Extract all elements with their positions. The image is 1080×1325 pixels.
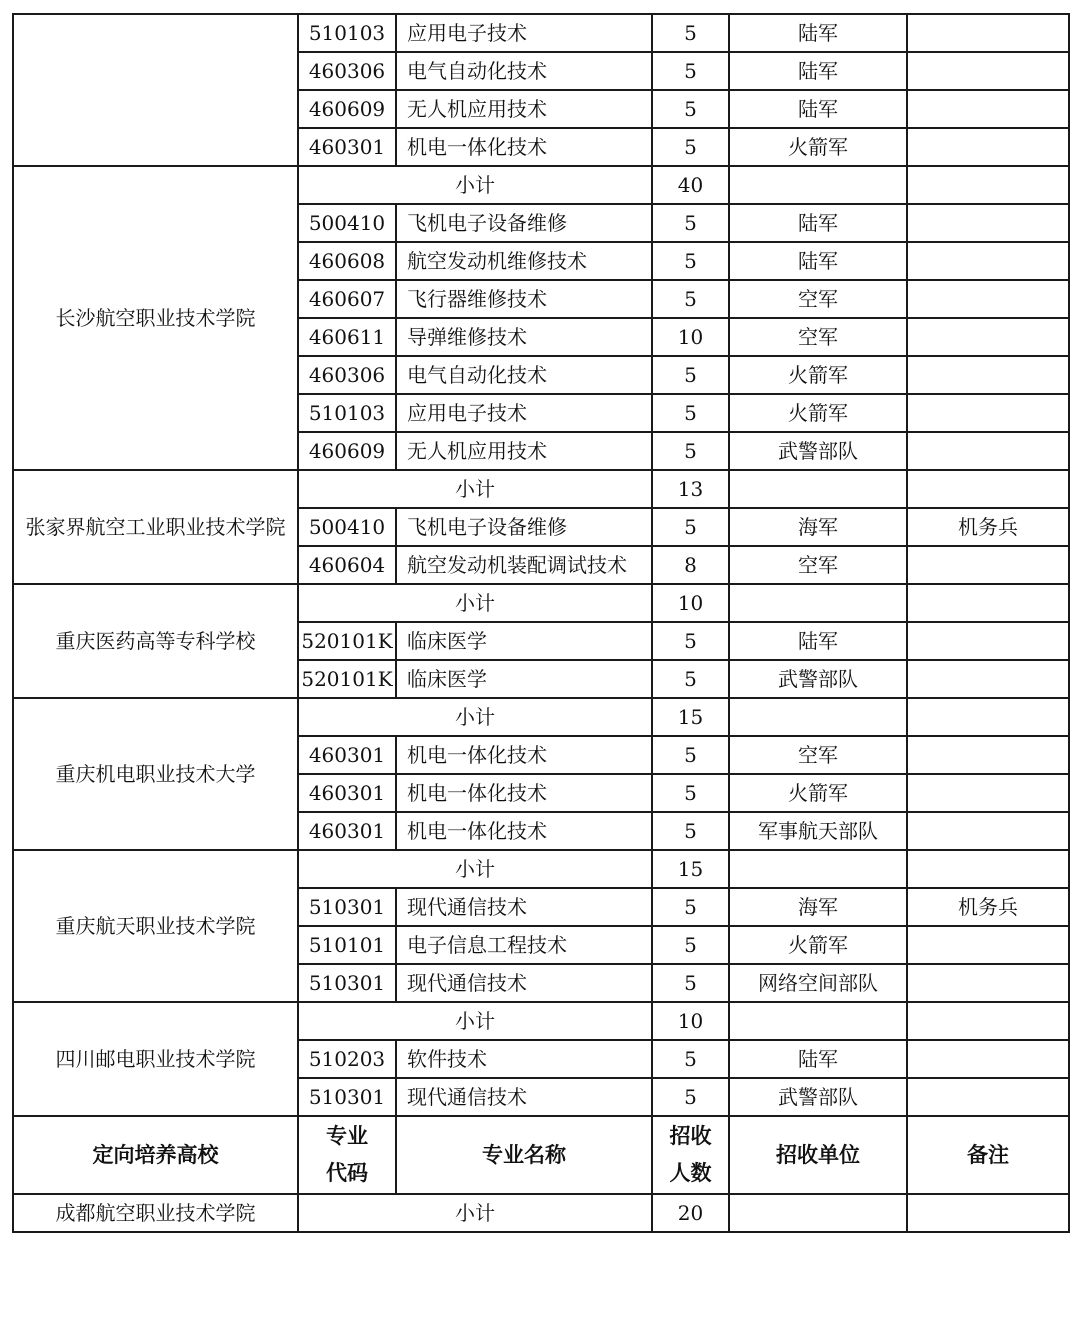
subtotal-row — [13, 470, 1069, 508]
subtotal-count: 40 — [652, 166, 729, 204]
enroll-count: 5 — [652, 128, 729, 166]
header-code — [298, 1116, 396, 1194]
major-code: 460604 — [298, 546, 396, 584]
recruit-unit: 网络空间部队 — [729, 964, 907, 1002]
subtotal-row — [13, 584, 1069, 622]
enroll-count: 5 — [652, 204, 729, 242]
subtotal-label: 小计 — [298, 850, 652, 888]
subtotal-row — [13, 166, 1069, 204]
subtotal-count: 15 — [652, 850, 729, 888]
enroll-count: 5 — [652, 660, 729, 698]
remark — [907, 736, 1069, 774]
subtotal-count: 13 — [652, 470, 729, 508]
empty-cell — [729, 1194, 907, 1232]
header-code-line1: 专业 — [326, 1123, 368, 1149]
remark — [907, 1078, 1069, 1116]
recruit-unit: 火箭军 — [729, 128, 907, 166]
remark — [907, 128, 1069, 166]
subtotal-row — [13, 1194, 1069, 1232]
recruit-unit: 陆军 — [729, 204, 907, 242]
school-cell: 长沙航空职业技术学院 — [13, 166, 298, 470]
enroll-count: 5 — [652, 736, 729, 774]
recruit-unit: 军事航天部队 — [729, 812, 907, 850]
major-name: 无人机应用技术 — [396, 432, 652, 470]
major-code: 510103 — [298, 394, 396, 432]
major-name: 机电一体化技术 — [396, 736, 652, 774]
subtotal-count: 15 — [652, 698, 729, 736]
enroll-count: 5 — [652, 394, 729, 432]
major-name: 航空发动机维修技术 — [396, 242, 652, 280]
recruit-unit: 武警部队 — [729, 432, 907, 470]
subtotal-count: 10 — [652, 1002, 729, 1040]
major-code: 520101K — [298, 622, 396, 660]
major-name: 无人机应用技术 — [396, 90, 652, 128]
header-unit: 招收单位 — [729, 1116, 907, 1194]
remark — [907, 546, 1069, 584]
enroll-count: 5 — [652, 926, 729, 964]
remark — [907, 926, 1069, 964]
subtotal-count: 10 — [652, 584, 729, 622]
enroll-count: 5 — [652, 1040, 729, 1078]
recruit-unit: 陆军 — [729, 242, 907, 280]
empty-cell — [907, 850, 1069, 888]
remark: 机务兵 — [907, 888, 1069, 926]
table-header-row — [13, 1116, 1069, 1194]
subtotal-label: 小计 — [298, 470, 652, 508]
recruit-unit: 火箭军 — [729, 394, 907, 432]
major-name: 临床医学 — [396, 622, 652, 660]
empty-cell — [729, 470, 907, 508]
recruit-unit: 陆军 — [729, 14, 907, 52]
empty-cell — [729, 166, 907, 204]
major-name: 飞机电子设备维修 — [396, 204, 652, 242]
school-cell: 成都航空职业技术学院 — [13, 1194, 298, 1232]
empty-cell — [729, 1002, 907, 1040]
recruit-unit: 海军 — [729, 508, 907, 546]
major-code: 460301 — [298, 812, 396, 850]
recruit-unit: 海军 — [729, 888, 907, 926]
major-name: 现代通信技术 — [396, 964, 652, 1002]
major-name: 临床医学 — [396, 660, 652, 698]
major-name: 飞机电子设备维修 — [396, 508, 652, 546]
enroll-count: 10 — [652, 318, 729, 356]
recruit-unit: 空军 — [729, 318, 907, 356]
subtotal-label: 小计 — [298, 698, 652, 736]
header-count-line1: 招收 — [669, 1123, 712, 1149]
recruit-unit: 空军 — [729, 280, 907, 318]
remark — [907, 52, 1069, 90]
remark — [907, 432, 1069, 470]
major-name: 软件技术 — [396, 1040, 652, 1078]
remark — [907, 90, 1069, 128]
major-name: 现代通信技术 — [396, 888, 652, 926]
remark: 机务兵 — [907, 508, 1069, 546]
empty-cell — [907, 698, 1069, 736]
enroll-count: 5 — [652, 964, 729, 1002]
major-code: 460301 — [298, 736, 396, 774]
major-code: 510101 — [298, 926, 396, 964]
major-code: 460609 — [298, 432, 396, 470]
major-name: 机电一体化技术 — [396, 128, 652, 166]
remark — [907, 394, 1069, 432]
subtotal-label: 小计 — [298, 166, 652, 204]
enroll-count: 8 — [652, 546, 729, 584]
recruit-unit: 陆军 — [729, 1040, 907, 1078]
subtotal-count: 20 — [652, 1194, 729, 1232]
enroll-count: 5 — [652, 622, 729, 660]
major-code: 510301 — [298, 1078, 396, 1116]
remark — [907, 964, 1069, 1002]
recruitment-table — [12, 13, 1070, 1233]
empty-cell — [907, 470, 1069, 508]
major-name: 机电一体化技术 — [396, 812, 652, 850]
enroll-count: 5 — [652, 432, 729, 470]
enroll-count: 5 — [652, 356, 729, 394]
recruit-unit: 陆军 — [729, 90, 907, 128]
major-code: 460301 — [298, 128, 396, 166]
empty-cell — [729, 850, 907, 888]
enroll-count: 5 — [652, 90, 729, 128]
school-cell: 张家界航空工业职业技术学院 — [13, 470, 298, 584]
enroll-count: 5 — [652, 812, 729, 850]
major-name: 航空发动机装配调试技术 — [396, 546, 652, 584]
major-name: 应用电子技术 — [396, 14, 652, 52]
subtotal-label: 小计 — [298, 1002, 652, 1040]
school-cell — [13, 14, 298, 166]
major-code: 510203 — [298, 1040, 396, 1078]
major-code: 460611 — [298, 318, 396, 356]
subtotal-label: 小计 — [298, 584, 652, 622]
remark — [907, 356, 1069, 394]
enroll-count: 5 — [652, 774, 729, 812]
school-cell: 重庆航天职业技术学院 — [13, 850, 298, 1002]
remark — [907, 812, 1069, 850]
recruit-unit: 火箭军 — [729, 356, 907, 394]
major-code: 460609 — [298, 90, 396, 128]
subtotal-row — [13, 850, 1069, 888]
recruit-unit: 空军 — [729, 736, 907, 774]
header-note: 备注 — [907, 1116, 1069, 1194]
enroll-count: 5 — [652, 888, 729, 926]
table-row — [13, 14, 1069, 52]
recruit-unit: 陆军 — [729, 52, 907, 90]
subtotal-label: 小计 — [298, 1194, 652, 1232]
remark — [907, 204, 1069, 242]
enroll-count: 5 — [652, 508, 729, 546]
school-cell: 重庆机电职业技术大学 — [13, 698, 298, 850]
major-code: 510103 — [298, 14, 396, 52]
subtotal-row — [13, 698, 1069, 736]
empty-cell — [907, 1002, 1069, 1040]
major-name: 应用电子技术 — [396, 394, 652, 432]
remark — [907, 774, 1069, 812]
header-count — [652, 1116, 729, 1194]
enroll-count: 5 — [652, 52, 729, 90]
major-code: 460607 — [298, 280, 396, 318]
major-code: 510301 — [298, 888, 396, 926]
recruit-unit: 武警部队 — [729, 660, 907, 698]
major-name: 电子信息工程技术 — [396, 926, 652, 964]
remark — [907, 622, 1069, 660]
major-name: 现代通信技术 — [396, 1078, 652, 1116]
school-cell: 四川邮电职业技术学院 — [13, 1002, 298, 1116]
remark — [907, 242, 1069, 280]
recruit-unit: 陆军 — [729, 622, 907, 660]
empty-cell — [729, 698, 907, 736]
remark — [907, 318, 1069, 356]
recruit-unit: 火箭军 — [729, 926, 907, 964]
major-name: 机电一体化技术 — [396, 774, 652, 812]
major-name: 飞行器维修技术 — [396, 280, 652, 318]
major-code: 500410 — [298, 508, 396, 546]
school-cell: 重庆医药高等专科学校 — [13, 584, 298, 698]
major-code: 460306 — [298, 356, 396, 394]
enroll-count: 5 — [652, 242, 729, 280]
enroll-count: 5 — [652, 14, 729, 52]
major-code: 500410 — [298, 204, 396, 242]
major-name: 电气自动化技术 — [396, 52, 652, 90]
major-code: 460608 — [298, 242, 396, 280]
major-code: 460306 — [298, 52, 396, 90]
major-name: 电气自动化技术 — [396, 356, 652, 394]
remark — [907, 660, 1069, 698]
empty-cell — [729, 584, 907, 622]
enroll-count: 5 — [652, 1078, 729, 1116]
major-code: 520101K — [298, 660, 396, 698]
empty-cell — [907, 584, 1069, 622]
remark — [907, 280, 1069, 318]
remark — [907, 1040, 1069, 1078]
remark — [907, 14, 1069, 52]
header-count-line2: 人数 — [669, 1160, 712, 1185]
recruit-unit: 武警部队 — [729, 1078, 907, 1116]
header-code-line2: 代码 — [326, 1160, 368, 1185]
recruit-unit: 空军 — [729, 546, 907, 584]
recruit-unit: 火箭军 — [729, 774, 907, 812]
major-name: 导弹维修技术 — [396, 318, 652, 356]
empty-cell — [907, 166, 1069, 204]
empty-cell — [907, 1194, 1069, 1232]
header-school: 定向培养高校 — [13, 1116, 298, 1194]
major-code: 460301 — [298, 774, 396, 812]
enroll-count: 5 — [652, 280, 729, 318]
subtotal-row — [13, 1002, 1069, 1040]
major-code: 510301 — [298, 964, 396, 1002]
header-major: 专业名称 — [396, 1116, 652, 1194]
